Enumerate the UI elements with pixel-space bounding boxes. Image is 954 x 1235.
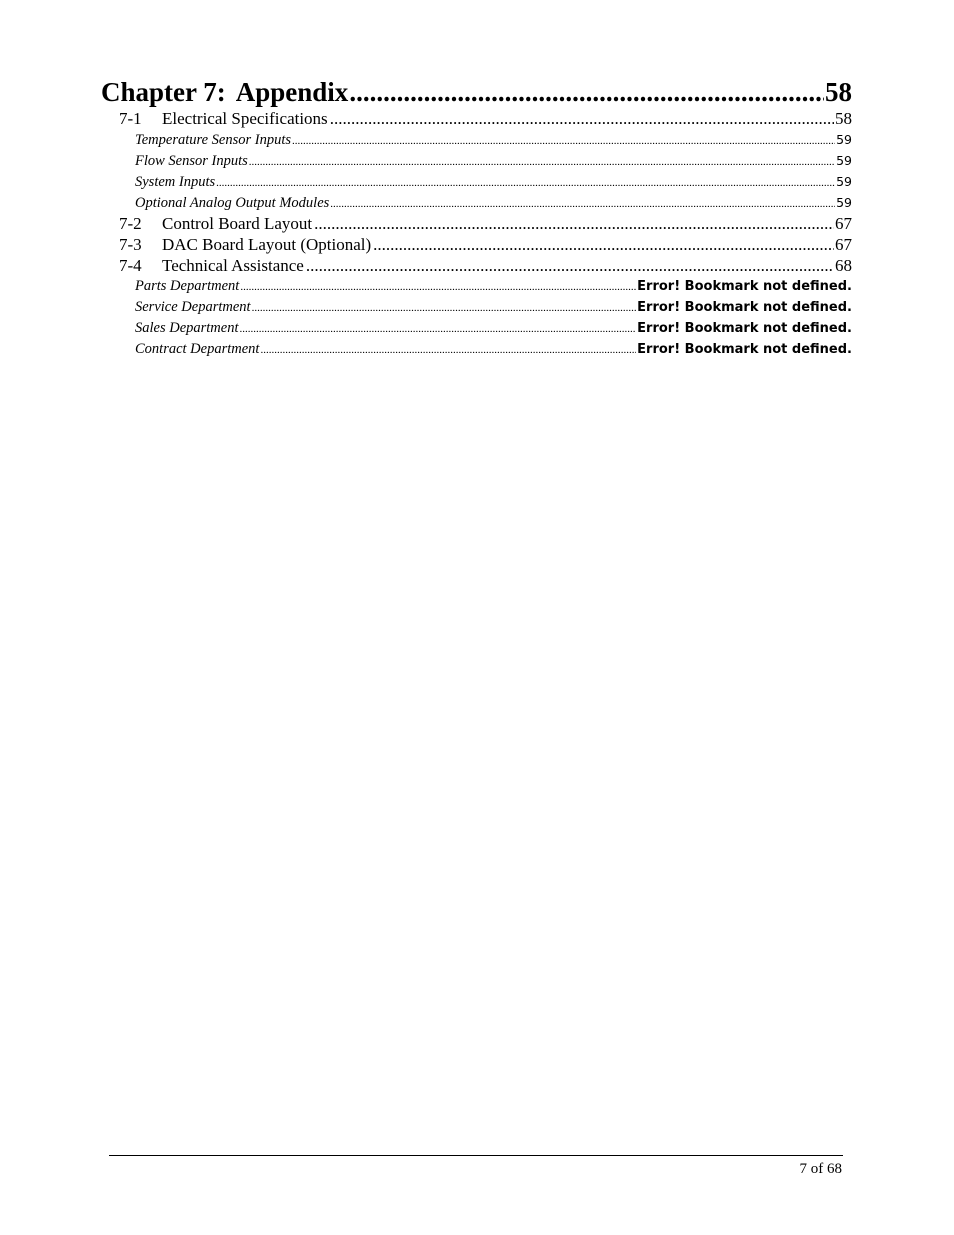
toc-subsection-title: Service Department	[135, 299, 251, 315]
toc-leader-dots	[292, 131, 835, 152]
toc-leader-dots	[216, 173, 835, 194]
toc-page-number: 58	[835, 109, 852, 128]
footer-page-number: 7 of 68	[799, 1161, 842, 1177]
toc-leader-dots	[330, 108, 834, 129]
toc-leader-dots	[249, 152, 835, 173]
toc-subsection-title: Parts Department	[135, 278, 240, 294]
toc-page-number: 59	[836, 153, 852, 168]
toc-entry-technical-assistance[interactable]	[101, 255, 852, 276]
toc-section-number: 7-1	[119, 109, 142, 128]
toc-section-title: Electrical Specifications	[162, 109, 328, 128]
toc-chapter-label	[101, 76, 348, 108]
toc-chapter-number: Chapter 7:	[101, 77, 226, 107]
toc-leader-dots	[252, 298, 637, 319]
toc-subsection-title: Temperature Sensor Inputs	[135, 132, 292, 148]
toc-section-title: Control Board Layout	[162, 214, 313, 233]
toc-bookmark-error: Error! Bookmark not defined.	[637, 279, 852, 294]
toc-entry-optional-analog-output-modules[interactable]	[101, 192, 852, 213]
toc-section-number: 7-2	[119, 214, 142, 233]
toc-entry-control-board-layout[interactable]	[101, 213, 852, 234]
toc-chapter-entry[interactable]	[101, 76, 852, 108]
toc-subsection-title: Sales Department	[135, 320, 239, 336]
toc-leader-dots	[373, 234, 834, 255]
toc-entry-contract-department[interactable]	[101, 339, 852, 360]
toc-entry-electrical-specifications[interactable]	[101, 108, 852, 129]
toc-entry-parts-department[interactable]	[101, 276, 852, 297]
toc-section-number: 7-3	[119, 235, 142, 254]
toc-leader-dots	[240, 277, 636, 298]
toc-leader-dots	[240, 319, 637, 340]
toc-section-number: 7-4	[119, 256, 142, 275]
toc-entry-flow-sensor-inputs[interactable]	[101, 150, 852, 171]
toc-entry-system-inputs[interactable]	[101, 171, 852, 192]
toc-entry-dac-board-layout[interactable]	[101, 234, 852, 255]
toc-entry-temperature-sensor-inputs[interactable]	[101, 129, 852, 150]
toc-subsection-title: Contract Department	[135, 341, 260, 357]
toc-entry-sales-department[interactable]	[101, 318, 852, 339]
toc-chapter-title: Appendix	[235, 77, 349, 107]
toc-section-title: DAC Board Layout (Optional)	[162, 235, 372, 254]
toc-section-title: Technical Assistance	[162, 256, 304, 275]
toc-chapter-page: 58	[825, 77, 852, 107]
toc-bookmark-error: Error! Bookmark not defined.	[637, 321, 852, 336]
toc-bookmark-error: Error! Bookmark not defined.	[637, 342, 852, 357]
footer-divider	[109, 1155, 843, 1156]
table-of-contents	[101, 76, 852, 360]
toc-leader-dots	[314, 213, 834, 234]
toc-leader-dots	[330, 194, 835, 215]
toc-subsection-title: System Inputs	[135, 174, 216, 190]
toc-page-number: 59	[836, 132, 852, 147]
toc-page-number: 59	[836, 195, 852, 210]
toc-leader-dots	[306, 255, 834, 276]
toc-leader-dots	[349, 76, 824, 108]
toc-page-number: 68	[835, 256, 852, 275]
toc-subsection-title: Optional Analog Output Modules	[135, 195, 330, 211]
toc-bookmark-error: Error! Bookmark not defined.	[637, 300, 852, 315]
toc-leader-dots	[260, 340, 636, 361]
toc-page-number: 59	[836, 174, 852, 189]
toc-page-number: 67	[835, 235, 852, 254]
toc-subsection-title: Flow Sensor Inputs	[135, 153, 248, 169]
toc-page-number: 67	[835, 214, 852, 233]
toc-entry-service-department[interactable]	[101, 297, 852, 318]
